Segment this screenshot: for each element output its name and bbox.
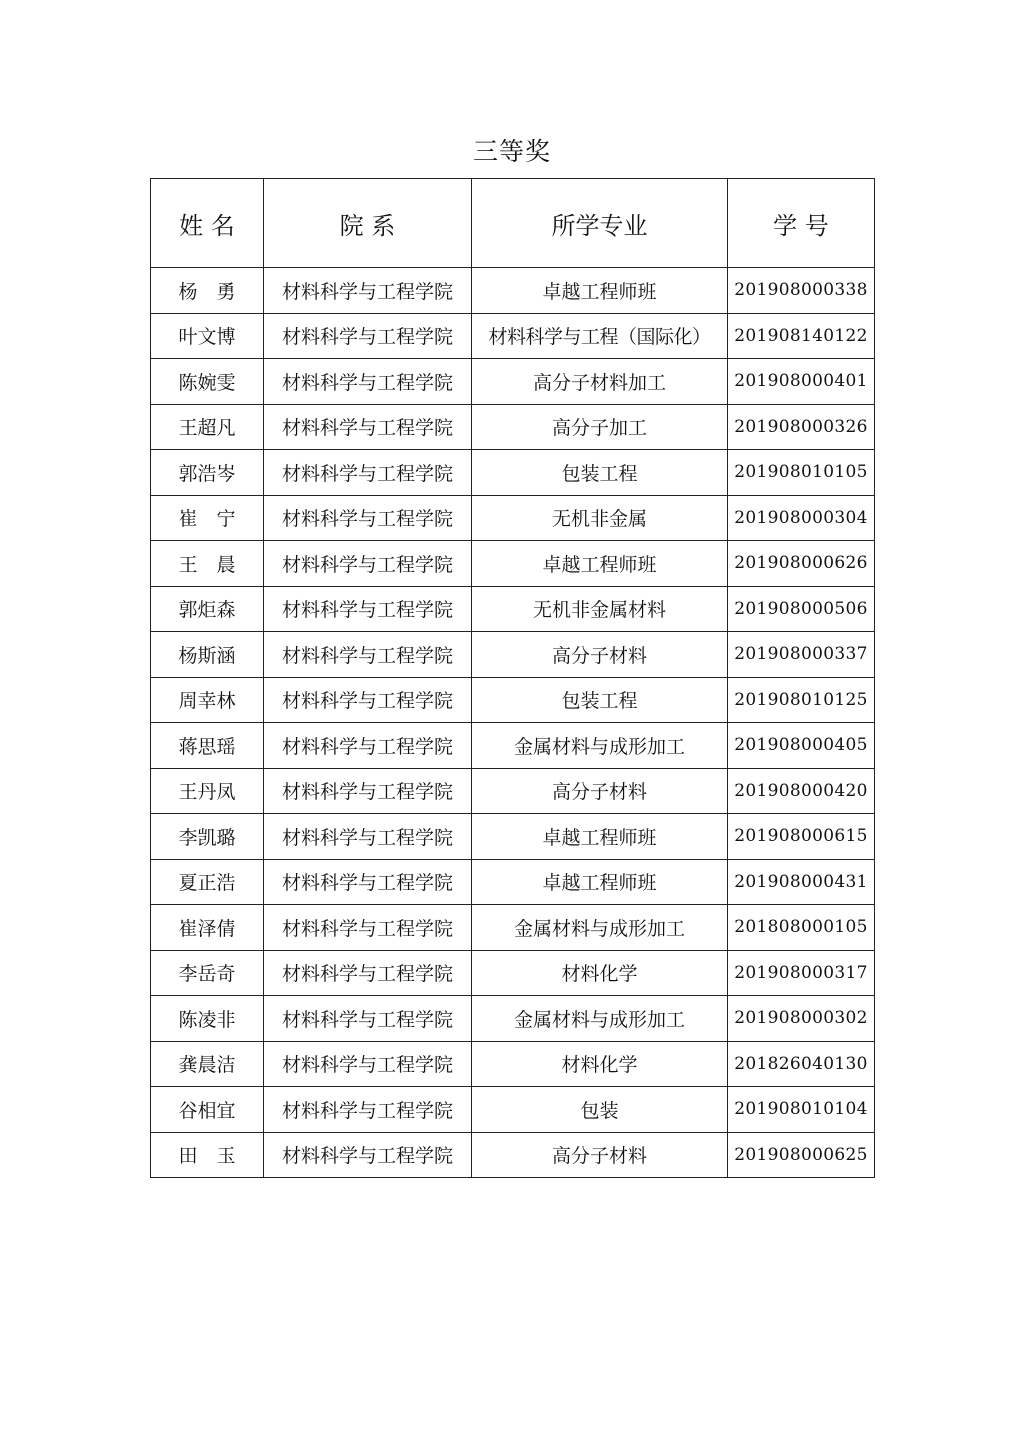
cell-name: 杨 勇 [151, 268, 264, 314]
cell-name: 郭炬森 [151, 586, 264, 632]
cell-student-id: 201908000431 [728, 859, 875, 905]
table-row [151, 677, 875, 723]
cell-name: 李岳奇 [151, 950, 264, 996]
header-college: 院 系 [264, 179, 472, 268]
cell-student-id: 201908010125 [728, 677, 875, 723]
cell-student-id: 201908000304 [728, 495, 875, 541]
cell-college: 材料科学与工程学院 [264, 950, 472, 996]
table-header [151, 179, 875, 268]
cell-major: 高分子材料 [472, 632, 728, 678]
header-row [151, 179, 875, 268]
cell-college: 材料科学与工程学院 [264, 450, 472, 496]
table-row [151, 404, 875, 450]
cell-major: 卓越工程师班 [472, 268, 728, 314]
cell-major: 高分子加工 [472, 404, 728, 450]
cell-name: 田 玉 [151, 1132, 264, 1178]
cell-name: 陈凌非 [151, 996, 264, 1042]
table-body [151, 268, 875, 1178]
cell-major: 卓越工程师班 [472, 814, 728, 860]
cell-major: 金属材料与成形加工 [472, 905, 728, 951]
cell-college: 材料科学与工程学院 [264, 495, 472, 541]
cell-student-id: 201908000401 [728, 359, 875, 405]
cell-student-id: 201908000506 [728, 586, 875, 632]
table-row [151, 359, 875, 405]
cell-college: 材料科学与工程学院 [264, 768, 472, 814]
header-name: 姓 名 [151, 179, 264, 268]
cell-major: 卓越工程师班 [472, 859, 728, 905]
cell-major: 无机非金属材料 [472, 586, 728, 632]
cell-student-id: 201808000105 [728, 905, 875, 951]
cell-name: 谷相宜 [151, 1087, 264, 1133]
header-student-id: 学 号 [728, 179, 875, 268]
cell-name: 夏正浩 [151, 859, 264, 905]
cell-major: 无机非金属 [472, 495, 728, 541]
cell-college: 材料科学与工程学院 [264, 996, 472, 1042]
cell-college: 材料科学与工程学院 [264, 586, 472, 632]
cell-major: 金属材料与成形加工 [472, 996, 728, 1042]
cell-major: 高分子材料 [472, 1132, 728, 1178]
cell-major: 材料化学 [472, 1041, 728, 1087]
cell-name: 叶文博 [151, 313, 264, 359]
table-row [151, 1132, 875, 1178]
table-row [151, 1087, 875, 1133]
cell-student-id: 201908000420 [728, 768, 875, 814]
cell-college: 材料科学与工程学院 [264, 1087, 472, 1133]
cell-college: 材料科学与工程学院 [264, 541, 472, 587]
cell-major: 包装工程 [472, 677, 728, 723]
cell-student-id: 201908000615 [728, 814, 875, 860]
cell-college: 材料科学与工程学院 [264, 905, 472, 951]
page-title: 三等奖 [472, 137, 551, 166]
cell-name: 崔泽倩 [151, 905, 264, 951]
cell-college: 材料科学与工程学院 [264, 632, 472, 678]
cell-student-id: 201908000625 [728, 1132, 875, 1178]
cell-college: 材料科学与工程学院 [264, 677, 472, 723]
cell-college: 材料科学与工程学院 [264, 404, 472, 450]
cell-student-id: 201908000317 [728, 950, 875, 996]
table-row [151, 268, 875, 314]
table-row [151, 313, 875, 359]
table-row [151, 814, 875, 860]
cell-major: 高分子材料 [472, 768, 728, 814]
cell-college: 材料科学与工程学院 [264, 359, 472, 405]
cell-major: 材料科学与工程（国际化） [472, 313, 728, 359]
cell-student-id: 201908000326 [728, 404, 875, 450]
table-row [151, 632, 875, 678]
cell-major: 高分子材料加工 [472, 359, 728, 405]
cell-college: 材料科学与工程学院 [264, 723, 472, 769]
cell-name: 王超凡 [151, 404, 264, 450]
cell-name: 郭浩岑 [151, 450, 264, 496]
cell-student-id: 201826040130 [728, 1041, 875, 1087]
table-row [151, 996, 875, 1042]
cell-name: 周幸林 [151, 677, 264, 723]
cell-student-id: 201908140122 [728, 313, 875, 359]
cell-name: 王丹凤 [151, 768, 264, 814]
header-major: 所学专业 [472, 179, 728, 268]
table-row [151, 1041, 875, 1087]
table-row [151, 541, 875, 587]
cell-student-id: 201908000302 [728, 996, 875, 1042]
cell-student-id: 201908010105 [728, 450, 875, 496]
table-row [151, 495, 875, 541]
cell-college: 材料科学与工程学院 [264, 313, 472, 359]
cell-name: 杨斯涵 [151, 632, 264, 678]
cell-student-id: 201908000626 [728, 541, 875, 587]
table-row [151, 905, 875, 951]
table-row [151, 723, 875, 769]
table-row [151, 450, 875, 496]
cell-major: 包装工程 [472, 450, 728, 496]
table-row [151, 586, 875, 632]
table-row [151, 768, 875, 814]
cell-name: 王 晨 [151, 541, 264, 587]
cell-college: 材料科学与工程学院 [264, 1132, 472, 1178]
cell-student-id: 201908000338 [728, 268, 875, 314]
cell-major: 卓越工程师班 [472, 541, 728, 587]
cell-name: 蒋思瑶 [151, 723, 264, 769]
cell-name: 陈婉雯 [151, 359, 264, 405]
cell-major: 材料化学 [472, 950, 728, 996]
cell-student-id: 201908000405 [728, 723, 875, 769]
cell-name: 李凯璐 [151, 814, 264, 860]
cell-major: 包装 [472, 1087, 728, 1133]
cell-college: 材料科学与工程学院 [264, 1041, 472, 1087]
table-row [151, 950, 875, 996]
award-table [150, 178, 875, 1178]
cell-college: 材料科学与工程学院 [264, 814, 472, 860]
cell-student-id: 201908010104 [728, 1087, 875, 1133]
cell-name: 龚晨洁 [151, 1041, 264, 1087]
cell-name: 崔 宁 [151, 495, 264, 541]
cell-major: 金属材料与成形加工 [472, 723, 728, 769]
cell-college: 材料科学与工程学院 [264, 268, 472, 314]
table-row [151, 859, 875, 905]
cell-student-id: 201908000337 [728, 632, 875, 678]
cell-college: 材料科学与工程学院 [264, 859, 472, 905]
